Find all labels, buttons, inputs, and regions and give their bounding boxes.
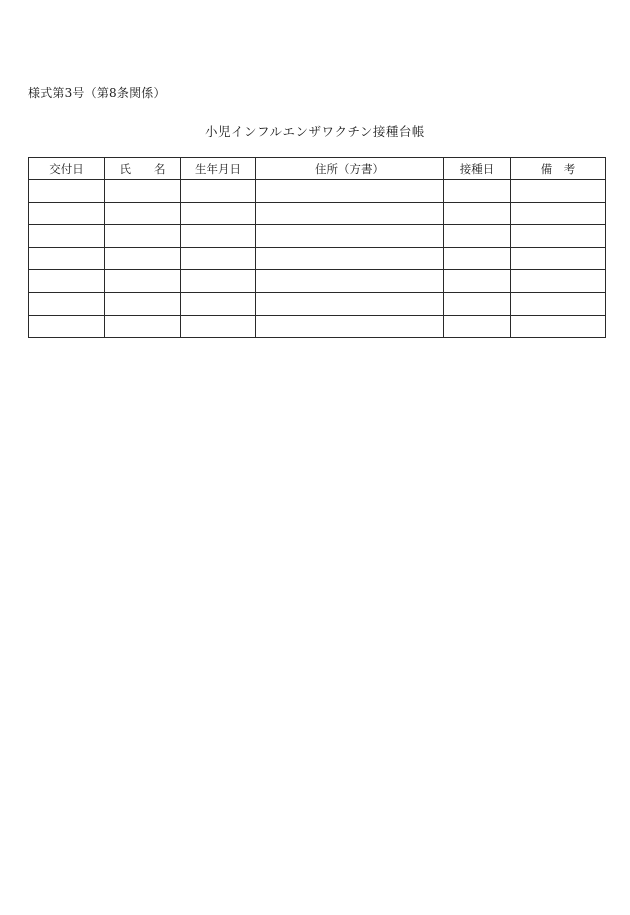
header-row [29, 158, 606, 180]
birth-date-cell [181, 315, 256, 338]
birth-date-cell [181, 292, 256, 315]
issue-date-cell [29, 202, 105, 225]
ledger-body [29, 180, 606, 338]
col-issue-date: 交付日 [29, 158, 105, 180]
address-cell [256, 225, 444, 248]
birth-date-cell [181, 247, 256, 270]
remarks-cell [511, 180, 606, 203]
table-row [29, 180, 606, 203]
name-cell [105, 225, 181, 248]
birth-date-cell [181, 225, 256, 248]
form-number: 様式第3号（第8条関係） [28, 86, 166, 100]
table-row [29, 270, 606, 293]
remarks-cell [511, 225, 606, 248]
address-cell [256, 202, 444, 225]
col-name: 氏 名 [105, 158, 181, 180]
birth-date-cell [181, 180, 256, 203]
vaccination-date-cell [444, 202, 511, 225]
vaccination-date-cell [444, 180, 511, 203]
vaccination-date-cell [444, 292, 511, 315]
col-address: 住所（方書） [256, 158, 444, 180]
address-cell [256, 180, 444, 203]
address-cell [256, 315, 444, 338]
col-vaccination-date: 接種日 [444, 158, 511, 180]
name-cell [105, 270, 181, 293]
address-cell [256, 247, 444, 270]
table-row [29, 292, 606, 315]
remarks-cell [511, 292, 606, 315]
birth-date-cell [181, 202, 256, 225]
remarks-cell [511, 202, 606, 225]
address-cell [256, 270, 444, 293]
name-cell [105, 202, 181, 225]
vaccination-date-cell [444, 270, 511, 293]
vaccination-ledger-table [28, 157, 606, 338]
issue-date-cell [29, 247, 105, 270]
col-remarks: 備 考 [511, 158, 606, 180]
table-row [29, 247, 606, 270]
document-title: 小児インフルエンザワクチン接種台帳 [205, 124, 425, 139]
issue-date-cell [29, 315, 105, 338]
col-birth-date: 生年月日 [181, 158, 256, 180]
table-row [29, 202, 606, 225]
name-cell [105, 180, 181, 203]
name-cell [105, 315, 181, 338]
name-cell [105, 247, 181, 270]
address-cell [256, 292, 444, 315]
vaccination-date-cell [444, 225, 511, 248]
issue-date-cell [29, 292, 105, 315]
vaccination-date-cell [444, 315, 511, 338]
issue-date-cell [29, 180, 105, 203]
issue-date-cell [29, 270, 105, 293]
issue-date-cell [29, 225, 105, 248]
table-row [29, 315, 606, 338]
remarks-cell [511, 315, 606, 338]
name-cell [105, 292, 181, 315]
birth-date-cell [181, 270, 256, 293]
remarks-cell [511, 247, 606, 270]
table-row [29, 225, 606, 248]
remarks-cell [511, 270, 606, 293]
vaccination-date-cell [444, 247, 511, 270]
